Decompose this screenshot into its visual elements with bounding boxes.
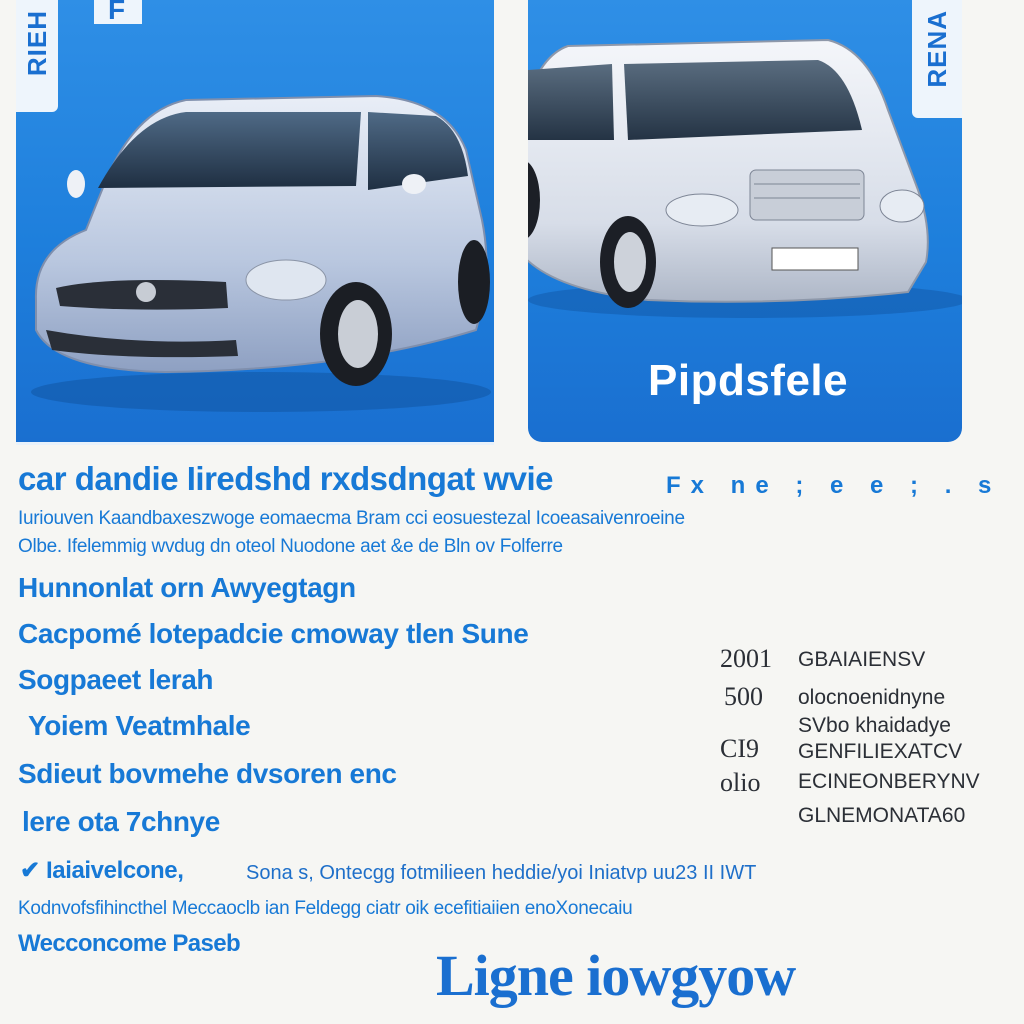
spec-value: GLNEMONATA60 [798,804,966,827]
headline-tail: Fx ne ; e e ; . s [666,472,1002,499]
spec-value: GBAIAIENSV [798,648,926,671]
spec-value: GENFILIEXATCV [798,740,963,763]
feature-line: lere ota 7chnye [22,806,220,837]
feature-line: Wecconcome Paseb [18,930,241,957]
feature-line: Sdieut bovmehe dvsoren enc [18,758,397,789]
feature-line-tail: Sona s, Ontecgg fotmilieen heddie/yoi Iniatvp uu23 II IWT [246,862,757,884]
headline: car dandie Iiredshd rxdsdngat wvie [18,460,553,497]
edge-label-small: F [108,0,126,25]
feature-description: Kodnvofsfihincthel Meccaoclb ian Feldegg ciatr oik ecefitiaiien enoXonecaiu [18,898,633,919]
panel-caption: Pipdsfele [648,356,849,405]
edge-label: RENA [922,10,952,88]
feature-line: Hunnonlat orn Awyegtagn [18,572,356,603]
spec-value: SVbo khaidadye [798,714,951,737]
spec-key: 2001 [720,644,772,673]
feature-line: Cacpomé lotepadcie cmoway tlen Sune [18,618,529,649]
spec-value: ECINEONBERYNV [798,770,980,793]
spec-key: 500 [724,682,763,711]
footer-logo: Ligne iowgyow [436,943,796,1008]
feature-line-checked: ✔ Iaiaivelcone, [20,857,184,884]
spec-key: CI9 [720,734,759,763]
intro-line-1: Iuriouven Kaandbaxeszwoge eomaecma Bram cci eosuestezal Icoeasaivenroeine [18,508,685,529]
edge-label: RIEH [22,10,52,77]
feature-line: Yoiem Veatmhale [28,710,251,741]
intro-line-2: Olbe. Ifelemmig wvdug dn oteol Nuodone aet &e de Bln ov Folferre [18,536,563,557]
spec-key: olio [720,768,761,797]
feature-line: Sogpaeet lerah [18,664,214,695]
spec-value: olocnoenidnyne [798,686,946,709]
